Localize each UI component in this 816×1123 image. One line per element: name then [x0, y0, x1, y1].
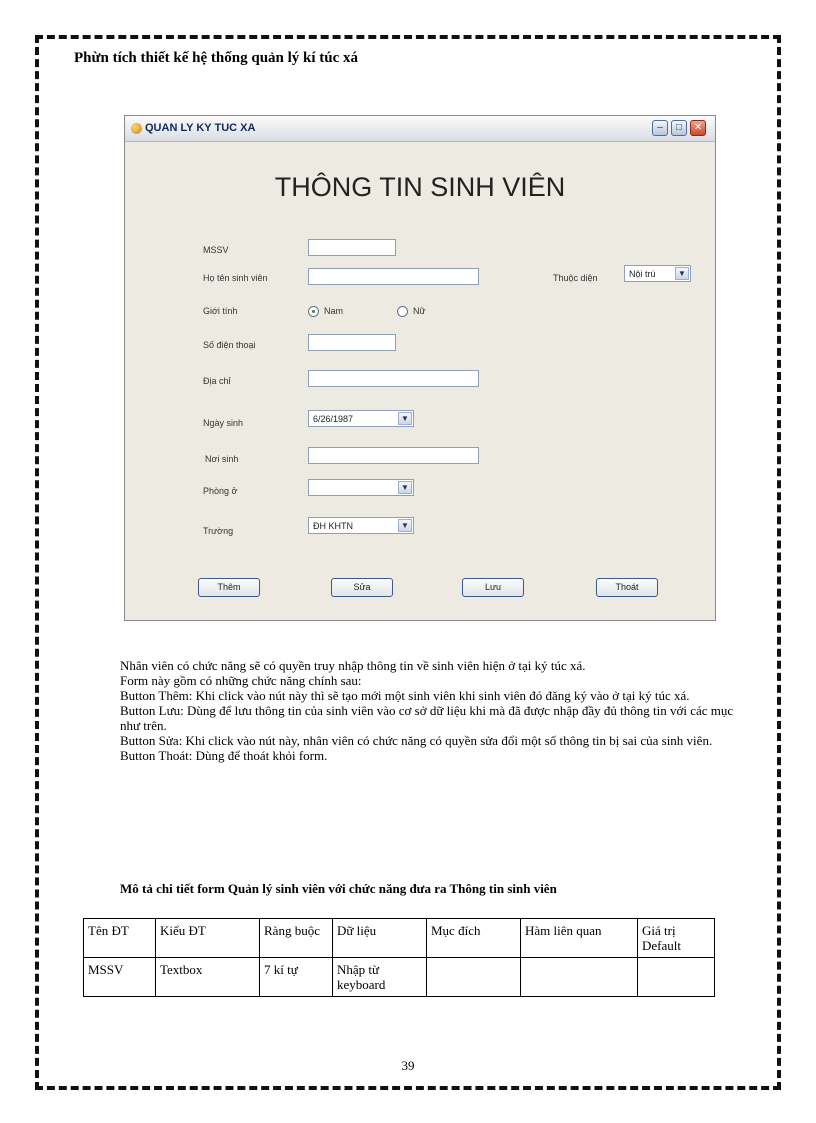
header-cell: Mục đích [427, 919, 521, 958]
ngay-sinh-picker[interactable] [308, 410, 414, 427]
table-cell [638, 958, 715, 997]
title-bar [125, 116, 715, 142]
label-gioi-tinh: Giới tính [203, 306, 238, 316]
thuoc-dien-value: Nội trú [629, 269, 656, 279]
thoat-button[interactable]: Thoát [596, 578, 658, 597]
page-number: 39 [401, 1058, 415, 1073]
chevron-down-icon[interactable]: ▼ [398, 412, 412, 425]
luu-button[interactable]: Lưu [462, 578, 524, 597]
table-cell: Nhập từ keyboard [333, 958, 427, 997]
app-window [124, 115, 716, 621]
truong-select[interactable] [308, 517, 414, 534]
label-mssv: MSSV [203, 245, 229, 255]
label-thuoc-dien: Thuộc diện [553, 273, 598, 283]
table-row [84, 958, 715, 997]
label-ngay-sinh: Ngày sinh [203, 418, 244, 428]
table-cell: 7 kí tự [260, 958, 333, 997]
table-cell: MSSV [84, 958, 156, 997]
maximize-icon[interactable]: □ [671, 120, 687, 136]
truong-value: ĐH KHTN [313, 521, 353, 531]
phong-o-select[interactable] [308, 479, 414, 496]
app-icon [131, 123, 142, 134]
so-dien-thoai-input[interactable] [308, 334, 396, 351]
thuoc-dien-select[interactable] [624, 265, 691, 282]
header-cell: Dữ liệu [333, 919, 427, 958]
table-title: Mô tả chi tiết form Quản lý sinh viên với chức năng đưa ra Thông tin sinh viên [120, 881, 557, 896]
description-line: Form này gồm có những chức năng chính sau: [120, 673, 362, 688]
ho-ten-input[interactable] [308, 268, 479, 285]
window-title: QUAN LY KY TUC XA [145, 122, 256, 134]
header-cell: Hàm liên quan [521, 919, 638, 958]
table-header-row [84, 919, 715, 958]
chevron-down-icon[interactable]: ▼ [398, 519, 412, 532]
header-cell: Kiểu ĐT [156, 919, 260, 958]
form-title: THÔNG TIN SINH VIÊN [274, 172, 566, 202]
ngay-sinh-value: 6/26/1987 [313, 414, 354, 424]
description-line: Button Thêm: Khi click vào nút này thì sẽ tạo mới một sinh viên khi sinh viên đó đăng ký vào ở tại ký túc xá. [120, 688, 690, 703]
description-line: Nhân viên có chức năng sẽ có quyền truy nhập thông tin về sinh viên hiện ở tại ký túc xá. [120, 658, 586, 673]
page-heading: Phừn tích thiết kế hệ thống quản lý kí túc xá [74, 50, 359, 66]
table-cell: Textbox [156, 958, 260, 997]
sua-button[interactable]: Sửa [331, 578, 393, 597]
table-cell [427, 958, 521, 997]
description-line: Button Lưu: Dùng để lưu thông tin của sinh viên vào cơ sở dữ liệu khi mà đã được nhập đầy đủ thông tin với các mục như trên. [120, 703, 734, 733]
chevron-down-icon[interactable]: ▼ [675, 267, 689, 280]
label-noi-sinh: Nơi sinh [205, 454, 239, 464]
header-cell: Giá trị Default [638, 919, 715, 958]
close-icon[interactable]: ✕ [690, 120, 706, 136]
radio-nam[interactable] [308, 306, 319, 317]
header-cell: Ràng buộc [260, 919, 333, 958]
noi-sinh-input[interactable] [308, 447, 479, 464]
label-ho-ten: Họ tên sinh viên [203, 273, 268, 283]
chevron-down-icon[interactable]: ▼ [398, 481, 412, 494]
label-phong-o: Phòng ở [203, 486, 238, 496]
mssv-input[interactable] [308, 239, 396, 256]
radio-nam-label: Nam [324, 306, 344, 316]
radio-nu-label: Nữ [413, 306, 426, 316]
dia-chi-input[interactable] [308, 370, 479, 387]
description [120, 658, 740, 763]
table-cell [521, 958, 638, 997]
label-dia-chi: Địa chỉ [203, 376, 231, 386]
them-button[interactable]: Thêm [198, 578, 260, 597]
radio-nu[interactable] [397, 306, 408, 317]
detail-table [83, 918, 715, 997]
description-line: Button Thoát: Dùng để thoát khỏi form. [120, 748, 328, 763]
label-truong: Trường [203, 526, 234, 536]
minimize-icon[interactable]: – [652, 120, 668, 136]
description-line: Button Sửa: Khi click vào nút này, nhân viên có chức năng có quyền sửa đổi một số thông tin bị sai của sinh viên. [120, 733, 713, 748]
label-so-dien-thoai: Số điện thoại [203, 340, 256, 350]
header-cell: Tên ĐT [84, 919, 156, 958]
